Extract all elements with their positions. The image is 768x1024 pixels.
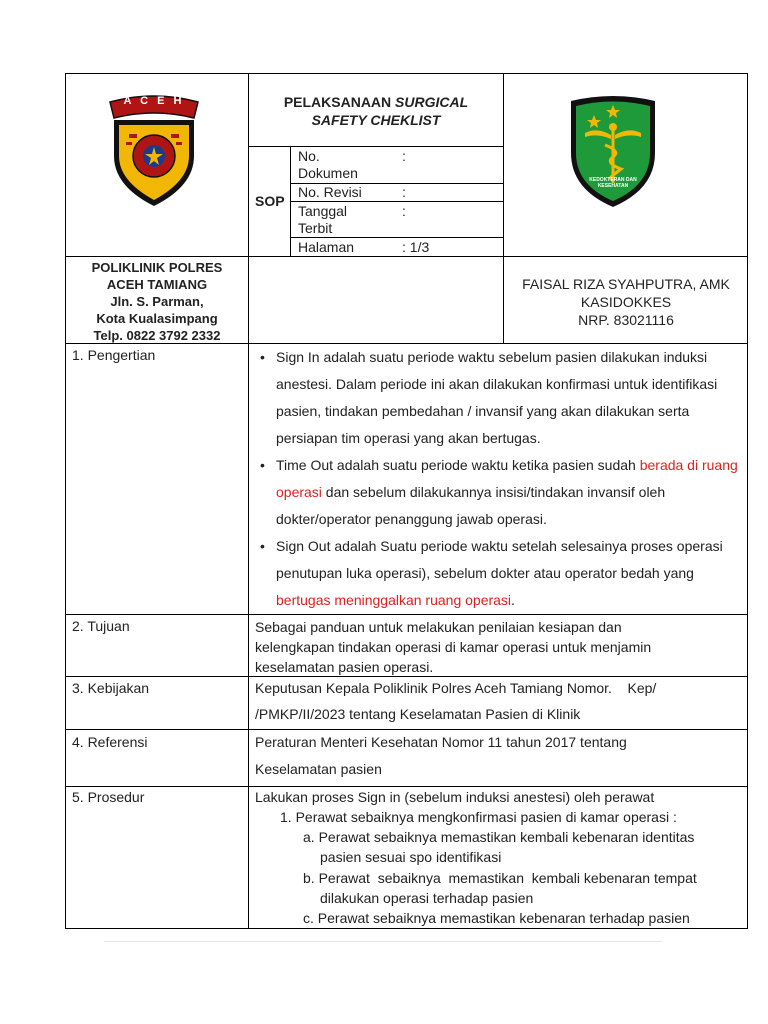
- divider: [65, 256, 748, 257]
- divider: [290, 201, 504, 202]
- prosedur-item-b: b. Perawat sebaiknya memastikan kembali kebenaran tempat: [303, 870, 697, 886]
- signer-name: FAISAL RIZA SYAHPUTRA, AMK: [522, 276, 730, 292]
- prosedur-item-1: 1. Perawat sebaiknya mengkonfirmasi pasien di kamar operasi :: [280, 809, 677, 825]
- document-title: PELAKSANAAN SURGICAL SAFETY CHEKLIST: [283, 94, 469, 128]
- meta-value-halaman: : 1/3: [402, 239, 430, 255]
- section-label-referensi: 4. Referensi: [72, 734, 148, 750]
- prosedur-intro: Lakukan proses Sign in (sebelum induksi anestesi) oleh perawat: [255, 789, 655, 805]
- divider: [290, 237, 504, 238]
- meta-sep: :: [402, 184, 406, 200]
- clinic-phone: Telp. 0822 3792 2332: [93, 328, 221, 343]
- clinic-name-line2: ACEH TAMIANG: [106, 277, 208, 292]
- badge-text: A C E H: [123, 95, 185, 107]
- prosedur-item-c: c. Perawat sebaiknya memastikan kebenaran terhadap pasien: [303, 910, 690, 926]
- clinic-address-line1: Jln. S. Parman,: [110, 294, 204, 309]
- meta-label-no-dokumen: No. Dokumen: [298, 148, 358, 181]
- meta-label-tanggal-terbit: Tanggal Terbit: [298, 203, 348, 236]
- clinic-info: [66, 259, 248, 344]
- list-item: • Sign In adalah suatu periode waktu sebelum pasien dilakukan induksi anestesi. Dalam periode ini akan dilakukan konfirmasi untuk identifikasi pasien, tindakan pembedahan / invansif yang akan dilakukan serta persiapan tim operasi yang akan bertugas.: [252, 344, 744, 452]
- tujuan-text: Sebagai panduan untuk melakukan penilaian kesiapan dan kelengkapan tindakan operasi di kamar operasi untuk menjamin keselamatan pasien operasi.: [255, 619, 652, 675]
- referensi-line2: Keselamatan pasien: [255, 761, 382, 777]
- prosedur-item-b-cont: dilakukan operasi terhadap pasien: [320, 890, 534, 906]
- section-label-pengertian: 1. Pengertian: [72, 347, 156, 363]
- medical-shield-icon: [567, 93, 659, 209]
- referensi-line1: Peraturan Menteri Kesehatan Nomor 11 tahun 2017 tentang: [255, 734, 627, 750]
- meta-label-halaman: Halaman: [298, 239, 355, 255]
- signer-position: KASIDOKKES: [580, 294, 672, 310]
- section-label-kebijakan: 3. Kebijakan: [72, 680, 150, 696]
- list-item: • Time Out adalah suatu periode waktu ketika pasien sudah berada di ruang operasi dan sebelum dilakukannya insisi/tindakan invansif oleh dokter/operator penanggung jawab operasi.: [252, 452, 744, 533]
- divider: [65, 614, 748, 615]
- meta-sep: :: [402, 148, 406, 164]
- police-badge-icon: [104, 90, 204, 210]
- kebijakan-line2: /PMKP/II/2023 tentang Keselamatan Pasien di Klinik: [255, 706, 581, 722]
- signer-nrp: NRP. 83021116: [578, 312, 674, 328]
- meta-label-no-revisi: No. Revisi: [298, 184, 362, 200]
- clinic-name-line1: POLIKLINIK POLRES: [91, 260, 223, 275]
- pengertian-content: [252, 344, 744, 614]
- meta-sep: :: [402, 203, 406, 219]
- section-label-tujuan: 2. Tujuan: [72, 618, 130, 634]
- shield-text: KEDOKTERAN DAN KESEHATAN: [589, 177, 637, 189]
- divider: [65, 729, 748, 730]
- prosedur-item-a-cont: pasien sesuai spo identifikasi: [320, 849, 502, 865]
- clinic-address-line2: Kota Kualasimpang: [96, 311, 218, 326]
- prosedur-item-a: a. Perawat sebaiknya memastikan kembali kebenaran identitas: [303, 829, 695, 845]
- list-item: • Sign Out adalah Suatu periode waktu setelah selesainya proses operasi penutupan luka operasi), sebelum dokter atau operator bedah yang bertugas meninggalkan ruang operasi.: [252, 533, 744, 614]
- divider: [248, 343, 249, 929]
- divider: [248, 146, 504, 147]
- signer-block: [504, 275, 748, 329]
- page-footer-divider: [104, 941, 662, 942]
- sop-label: SOP: [255, 193, 285, 209]
- kebijakan-line1: Keputusan Kepala Poliklinik Polres Aceh Tamiang Nomor. Kep/: [255, 680, 657, 696]
- section-label-prosedur: 5. Prosedur: [72, 789, 145, 805]
